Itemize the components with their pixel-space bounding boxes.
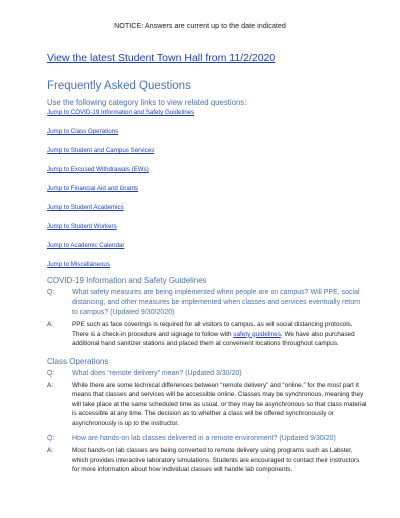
safety-guidelines-link[interactable]: safety guidelines [233,330,281,338]
answer-text-part: PPE such as face coverings is required for all visitors to campus, as will social distancing protocols. There is a check-in procedure and signage to follow with [72,321,353,338]
section-title-class-operations: Class Operations [47,356,109,366]
jump-link-miscellaneous[interactable]: Jump to Miscellaneous [47,261,110,268]
answer-text-part: . We have also purchased additional hand sanitizer stations and placed them at convenient locations throughout campus. [72,330,355,347]
covid-question [47,288,367,318]
jump-link-class-operations[interactable]: Jump to Class Operations [47,128,119,135]
notice-text: NOTICE: Answers are current up to the date indicated [114,21,286,30]
class-ops-answer-2 [47,446,367,475]
question-label: Q: [47,435,55,442]
section-title-covid: COVID-19 Information and Safety Guidelines [47,276,207,285]
class-ops-question-2 [47,434,367,444]
question-text: How are hands-on lab classes delivered in a remote environment? (Updated 9/30/20) [72,435,336,442]
jump-link-academic-calendar[interactable]: Jump to Academic Calendar [47,242,125,249]
answer-label: A: [47,447,54,454]
covid-answer [47,320,367,349]
answer-text: While there are some technical differences between “remote delivery” and “online,” for the most part it means that classes and services will be accessible online. Classes may be synchronous, meaning they will take place at the same scheduled time as usual, or they may be asynchronous so that class material is accessible at any time. The decision as to whether a class will be offered synchronously or asynchronously is up to the instructor. [72,381,367,427]
faq-title: Frequently Asked Questions [47,80,191,92]
faq-page [47,52,367,475]
question-text: What safety measures are being implemented when people are on campus? Will PPE, social distancing, and other measures be implemented when classes and services eventually return to campus? (Updated 9/30/2020) [72,289,361,316]
class-ops-answer-1 [47,381,367,429]
jump-link-excused-withdrawals[interactable]: Jump to Excused Withdrawals (EWs) [47,166,149,173]
answer-label: A: [47,381,54,389]
jump-link-covid[interactable]: Jump to COVID-19 Information and Safety Guidelines [47,109,195,116]
question-text: What does “remote delivery” mean? (Updated 3/30/20) [72,369,242,377]
jump-link-financial-aid[interactable]: Jump to Financial Aid and Grants [47,185,139,192]
answer-text [72,320,367,349]
answer-label: A: [47,321,54,328]
jump-link-student-campus-services[interactable]: Jump to Student and Campus Services [47,147,155,154]
question-label: Q: [47,289,55,296]
town-hall-link[interactable]: View the latest Student Town Hall from 11/2/2020 [47,52,276,64]
class-ops-question-1 [47,369,367,379]
jump-link-student-workers[interactable]: Jump to Student Workers [47,223,117,230]
jump-link-student-academics[interactable]: Jump to Student Academics [47,204,124,211]
question-label: Q: [47,369,55,377]
answer-text: Most hands-on lab classes are being converted to remote delivery using programs such as Labster, which provides interactive laboratory simulations. Students are encouraged to contact their instructors for more information about how individual classes will handle lab components. [72,447,360,473]
category-instructions: Use the following category links to view related questions: [47,98,247,107]
